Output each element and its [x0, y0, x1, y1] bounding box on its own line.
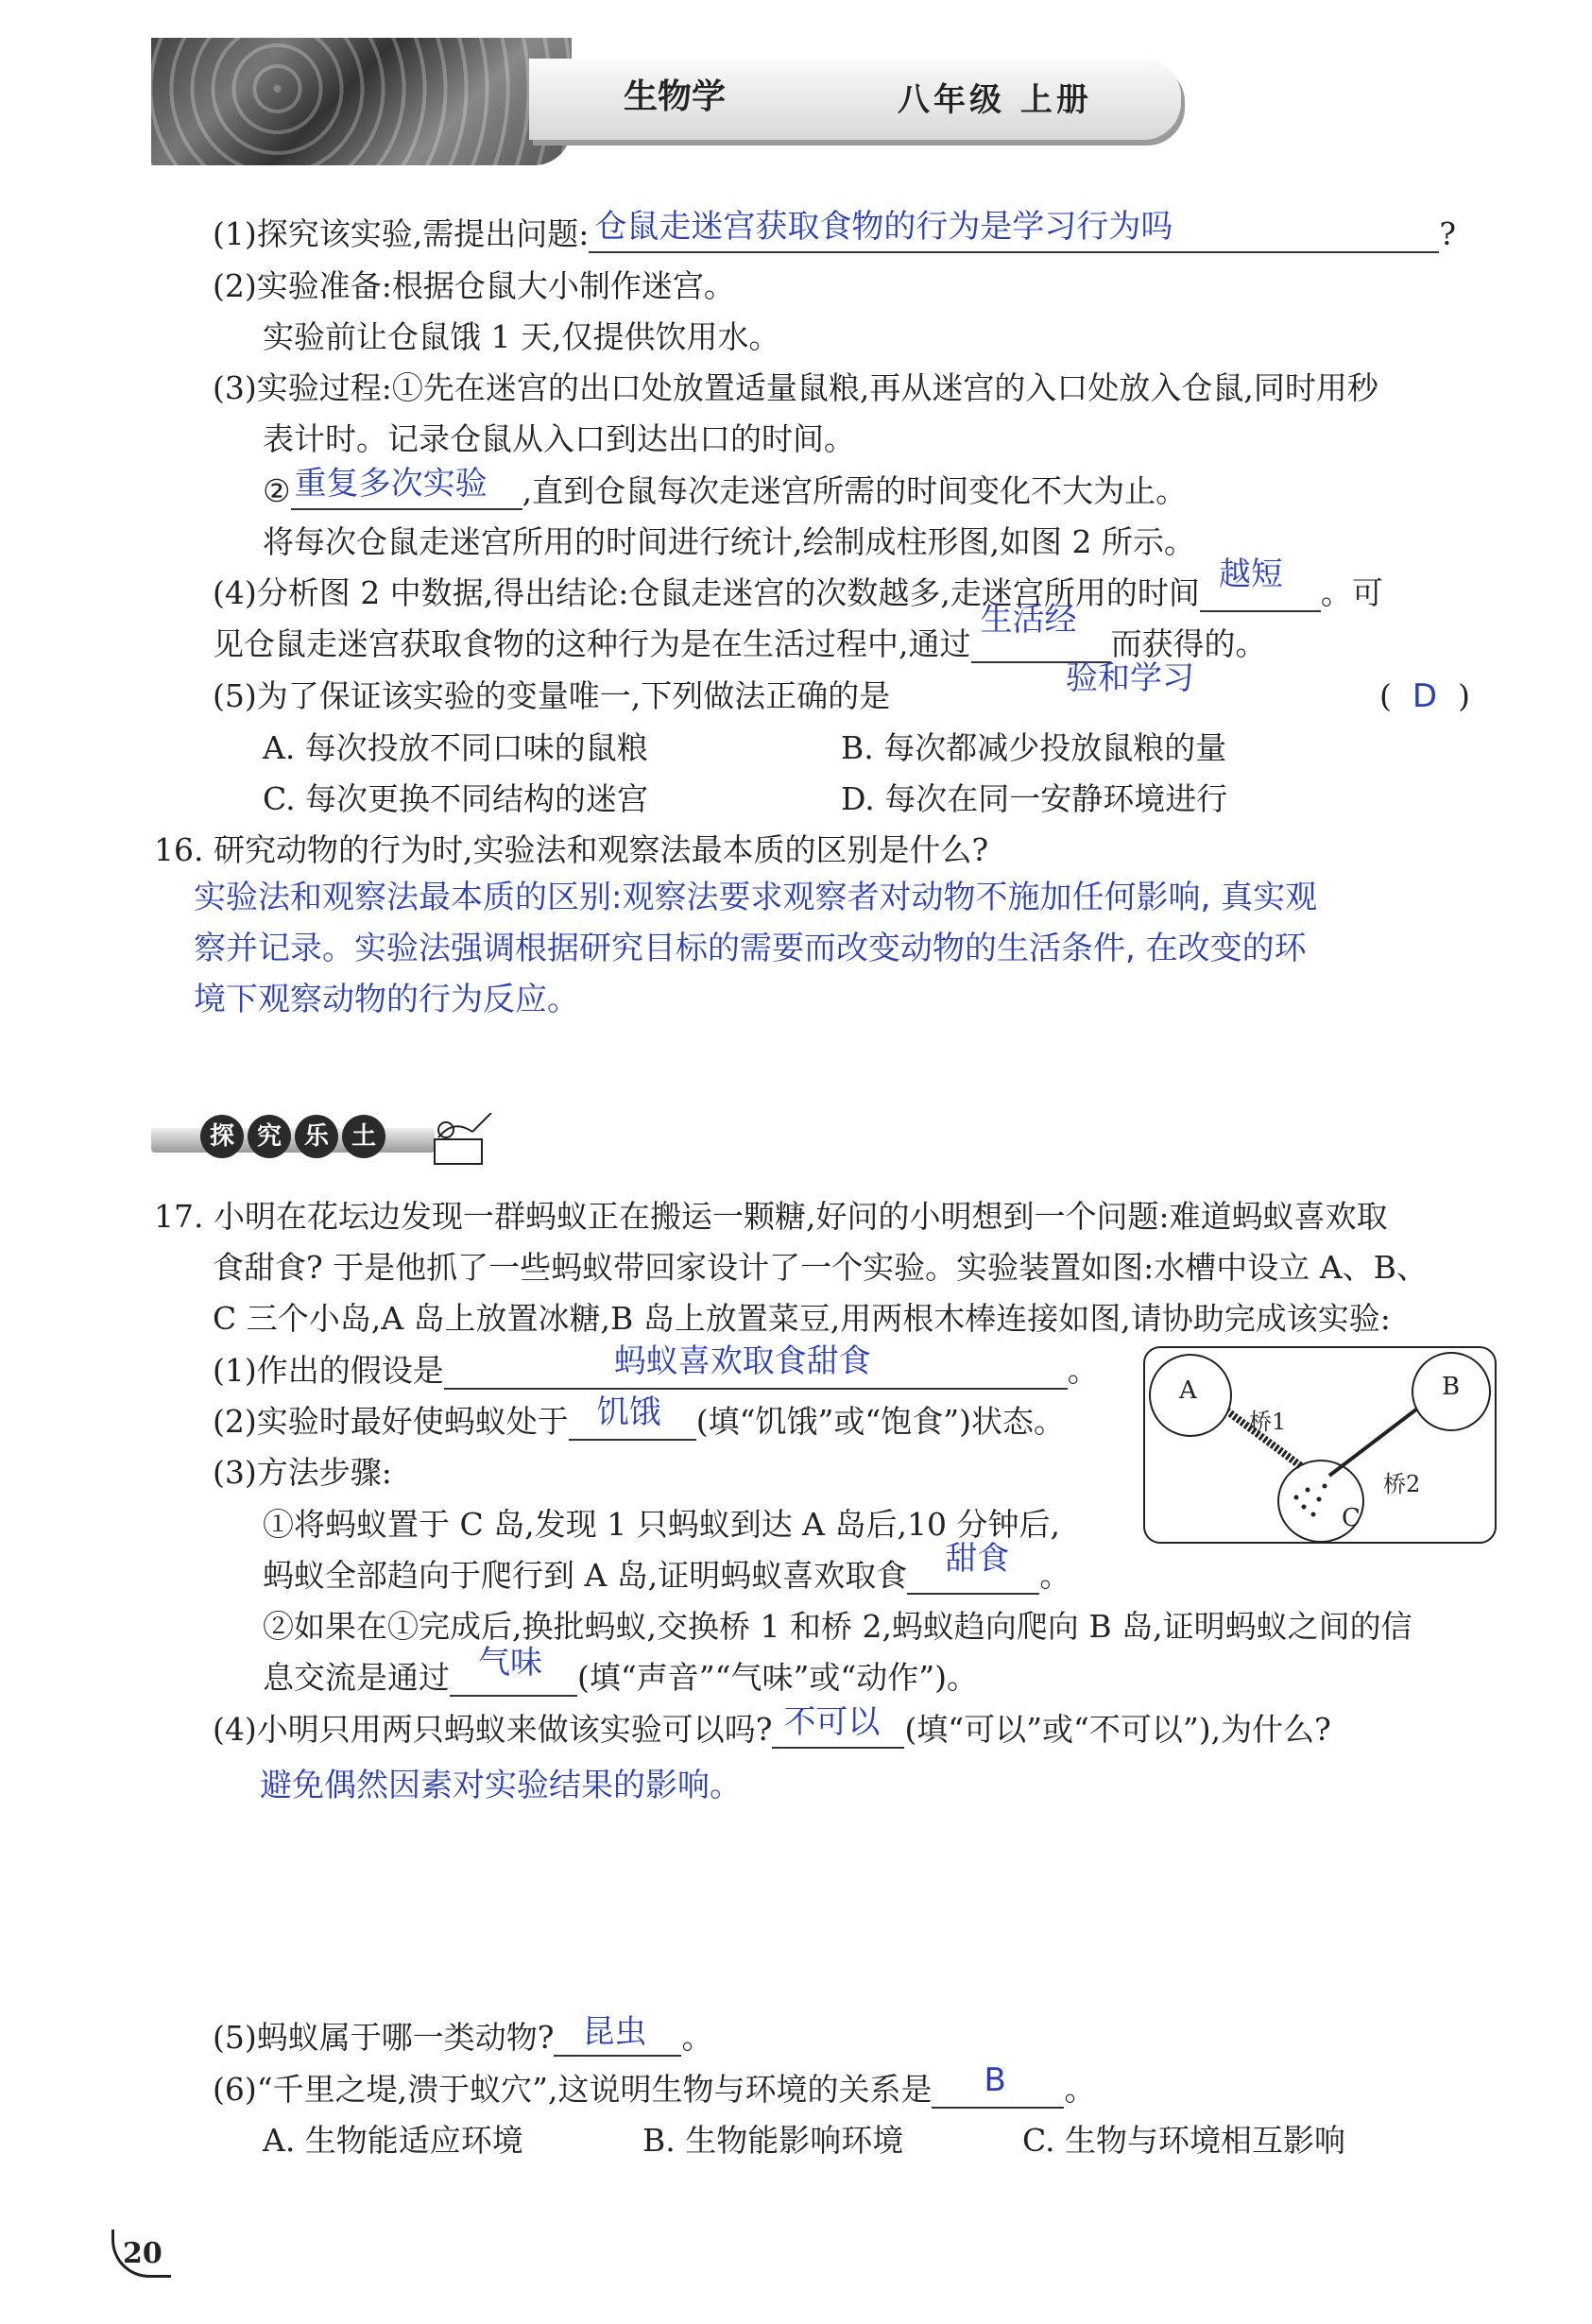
q15-p1-blank	[589, 208, 1439, 253]
page-number: 20	[123, 2237, 163, 2270]
q17-p2-answer: 饥饿	[596, 1393, 661, 1431]
q17-part2	[213, 1393, 1065, 1441]
q17-p4-reason: 避免偶然因素对实验结果的影响。	[260, 1767, 742, 1804]
q15-p1-answer: 仓鼠走迷宫获取食物的行为是学习行为吗	[594, 208, 1173, 246]
q17-s2-end: (填“声音”“气味”或“动作”)。	[577, 1659, 978, 1696]
q17-option-b: B. 生物能影响环境	[642, 2122, 904, 2159]
header-photo	[151, 38, 572, 165]
q17-p6-blank	[932, 2061, 1064, 2109]
q15-p3-blank	[291, 465, 522, 510]
q17-p4-label: (4)小明只用两只蚂蚁来做该实验可以吗?	[213, 1711, 773, 1748]
q17-p4-blank	[772, 1703, 904, 1749]
q17-s1-end: 。	[1039, 1557, 1071, 1594]
q15-part3-step2	[263, 465, 1188, 510]
q17-s2-blank	[450, 1644, 577, 1697]
q17-option-a: A. 生物能适应环境	[263, 2122, 523, 2159]
island-b-label: B	[1442, 1373, 1461, 1401]
q15-p3-answer: 重复多次实验	[294, 465, 488, 503]
q17-s1-blank	[907, 1540, 1039, 1595]
water-tank-figure	[1143, 1346, 1497, 1544]
q15-part3-line4: 将每次仓鼠走迷宫所用的时间进行统计,绘制成柱形图,如图 2 所示。	[263, 523, 1195, 560]
q15-part5-stem: (5)为了保证该实验的变量唯一,下列做法正确的是	[213, 677, 891, 714]
q15-part4-line1	[213, 555, 1383, 612]
q17-p1-end: 。	[1067, 1352, 1099, 1389]
q17-s2-answer: 气味	[478, 1644, 542, 1682]
q16-stem: 16. 研究动物的行为时,实验法和观察法最本质的区别是什么?	[154, 831, 989, 868]
q17-p5-blank	[554, 2013, 681, 2057]
q15-part3-line1: (3)实验过程:①先在迷宫的出口处放置适量鼠粮,再从迷宫的入口处放入仓鼠,同时用秒	[213, 369, 1378, 406]
banner-char-3: 乐	[295, 1115, 338, 1158]
q15-p1-end: ?	[1439, 215, 1457, 252]
q15-part2-line2: 实验前让仓鼠饿 1 天,仅提供饮用水。	[263, 318, 780, 355]
q17-part4	[213, 1703, 1331, 1749]
subject-title: 生物学	[624, 77, 727, 116]
q17-step2-line2	[263, 1644, 978, 1697]
q15-p4-blank1	[1200, 555, 1321, 612]
q17-step1-line2	[263, 1540, 1071, 1595]
q17-part3-title: (3)方法步骤:	[213, 1454, 392, 1491]
q17-p4-answer: 不可以	[783, 1703, 881, 1741]
q15-part3-line2: 表计时。记录仓鼠从入口到达出口的时间。	[263, 420, 855, 457]
q17-p4-end: (填“可以”或“不可以”),为什么?	[904, 1711, 1331, 1748]
grade-label: 八年级 上册	[898, 81, 1092, 119]
q17-s1-answer: 甜食	[945, 1540, 1010, 1578]
q15-p5-paren	[1379, 677, 1470, 715]
q17-s2-text: 息交流是通过	[263, 1659, 450, 1696]
q15-p1-label: (1)探究该实验,需提出问题:	[213, 215, 590, 252]
q15-p4-text1: (4)分析图 2 中数据,得出结论:仓鼠走迷宫的次数越多,走迷宫所用的时间	[213, 574, 1200, 611]
q15-option-b: B. 每次都减少投放鼠粮的量	[841, 729, 1227, 766]
banner-char-1: 探	[200, 1115, 244, 1158]
q17-stem-line3: C 三个小岛,A 岛上放置冰糖,B 岛上放置菜豆,用两根木棒连接如图,请协助完成该实验:	[213, 1300, 1391, 1337]
step2-text: ,直到仓鼠每次走迷宫所需的时间变化不大为止。	[522, 472, 1188, 509]
q17-s1-text: 蚂蚁全部趋向于爬行到 A 岛,证明蚂蚁喜欢取食	[263, 1557, 908, 1594]
island-a-label: A	[1179, 1376, 1197, 1405]
q17-part1	[213, 1342, 1099, 1390]
q15-p4-answer1: 越短	[1218, 555, 1283, 593]
q15-option-c: C. 每次更换不同结构的迷宫	[263, 780, 649, 817]
q17-p6-label: (6)“千里之堤,溃于蚁穴”,这说明生物与环境的关系是	[213, 2071, 933, 2108]
q16-answer-line1: 实验法和观察法最本质的区别:观察法要求观察者对动物不施加任何影响, 真实观	[194, 879, 1318, 916]
banner-char-2: 究	[248, 1115, 291, 1158]
paren-close: )	[1458, 677, 1470, 714]
q17-p5-label: (5)蚂蚁属于哪一类动物?	[213, 2019, 555, 2056]
section-banner	[151, 1113, 501, 1160]
q17-stem-line1: 17. 小明在花坛边发现一群蚂蚁正在搬运一颗糖,好问的小明想到一个问题:难道蚂蚁喜欢取	[154, 1198, 1388, 1235]
q17-p1-label: (1)作出的假设是	[213, 1352, 444, 1389]
q15-part1	[213, 208, 1457, 253]
q15-p4-text2-end: 而获得的。	[1110, 625, 1267, 662]
island-c-label: C	[1342, 1504, 1361, 1532]
step2-marker: ②	[263, 472, 291, 509]
book-quill-icon	[425, 1113, 501, 1170]
q17-option-c: C. 生物与环境相互影响	[1022, 2122, 1346, 2159]
q17-part5	[213, 2013, 713, 2057]
q17-step1-line1: ①将蚂蚁置于 C 岛,发现 1 只蚂蚁到达 A 岛后,10 分钟后,	[263, 1506, 1060, 1543]
q17-stem-line2: 食甜食? 于是他抓了一些蚂蚁带回家设计了一个实验。实验装置如图:水槽中设立 A、B、	[213, 1249, 1428, 1286]
q15-option-a: A. 每次投放不同口味的鼠粮	[263, 729, 648, 766]
q15-p4-text1-end: 。可	[1320, 574, 1383, 611]
q15-p4-answer2a: 生活经	[980, 601, 1077, 639]
bridge2-label: 桥2	[1383, 1471, 1421, 1497]
q17-p2-end: (填“饥饿”或“饱食”)状态。	[695, 1403, 1065, 1440]
q17-p2-blank	[569, 1393, 696, 1441]
banner-char-4: 土	[342, 1115, 385, 1158]
q15-p5-answer: D	[1412, 677, 1438, 715]
q17-p5-answer: 昆虫	[582, 2013, 647, 2051]
q17-p6-answer: B	[984, 2061, 1006, 2099]
q17-p1-blank	[444, 1342, 1068, 1390]
q17-p5-end: 。	[681, 2019, 713, 2056]
island-b	[1412, 1352, 1491, 1431]
bridge1-label: 桥1	[1249, 1409, 1287, 1435]
q15-p4-text2: 见仓鼠走迷宫获取食物的这种行为是在生活过程中,通过	[213, 625, 971, 662]
banner-bar	[151, 1128, 435, 1153]
q16-answer-line3: 境下观察动物的行为反应。	[194, 981, 579, 1018]
q15-option-d: D. 每次在同一安静环境进行	[841, 780, 1228, 817]
q17-part6	[213, 2061, 1096, 2109]
island-a	[1149, 1354, 1232, 1437]
q17-p6-end: 。	[1064, 2071, 1096, 2108]
q15-part2-line1: (2)实验准备:根据仓鼠大小制作迷宫。	[213, 267, 735, 304]
q15-p4-answer2b: 验和学习	[1066, 659, 1194, 697]
q16-answer-line2: 察并记录。实验法强调根据研究目标的需要而改变动物的生活条件, 在改变的环	[194, 930, 1307, 967]
q17-p1-answer: 蚂蚁喜欢取食甜食	[613, 1342, 871, 1380]
q17-step2-line1: ②如果在①完成后,换批蚂蚁,交换桥 1 和桥 2,蚂蚁趋向爬向 B 岛,证明蚂蚁之间的信	[263, 1608, 1412, 1645]
paren-open: (	[1379, 677, 1392, 714]
q17-p2-label: (2)实验时最好使蚂蚁处于	[213, 1403, 569, 1440]
